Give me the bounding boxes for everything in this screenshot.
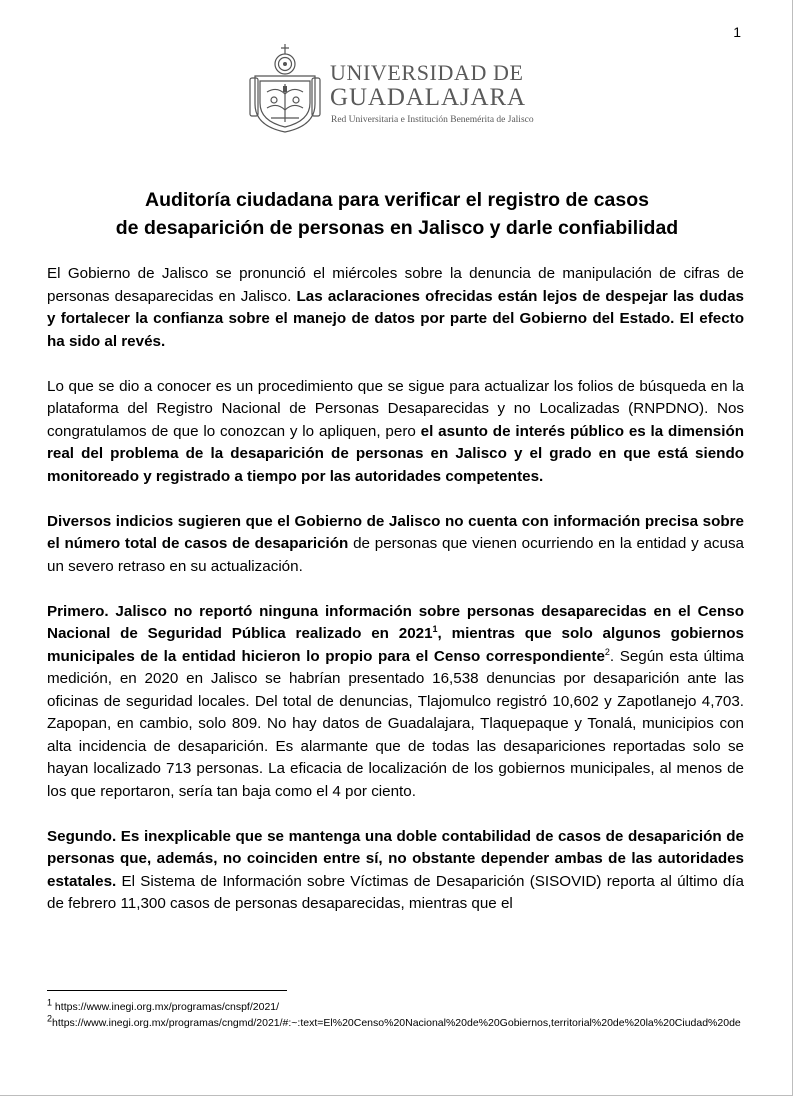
university-seal-icon	[247, 42, 323, 134]
page-number: 1	[733, 24, 741, 40]
p5-bold-text: Segundo. Es inexplicable que se mantenga una doble contabilidad de casos de desaparición de personas que, además, no coinciden entre sí, no obstante depender ambas de las autoridades estatales.	[47, 827, 744, 890]
university-name	[330, 60, 526, 110]
title-line1: Auditoría ciudadana para verificar el registro de casos	[145, 189, 649, 211]
paragraph-4	[47, 601, 744, 804]
university-name-line2: GUADALAJARA	[330, 84, 527, 111]
p4-text: . Según esta última medición, en 2020 en Jalisco se habrían presentado 16,538 denuncias por desaparición ante las oficinas de seguridad locales. Del total de denuncias, Tlajomulco registró 10,602 y Zapotlanejo 4,703. Zapopan, en cambio, solo 809. No hay datos de Guadalajara, Tlaquepaque y Tonalá, municipios con alta incidencia de desaparición. Es alarmante que de todas las desapariciones reportadas solo se hayan localizado 713 personas. La eficacia de localización de los gobiernos municipales, al menos de los que reportaron, sería tan baja como el 4 por ciento.	[47, 647, 744, 800]
p4-bold-text-1: Primero. Jalisco no reportó ninguna información sobre personas desaparecidas en el Censo Nacional de Seguridad Pública realizado en 2021	[47, 602, 744, 642]
p1-bold-text: Las aclaraciones ofrecidas están lejos de despejar las dudas y fortalecer la confianza sobre el manejo de datos por parte del Gobierno del Estado. El efecto ha sido al revés.	[47, 287, 744, 350]
university-logo	[247, 42, 547, 134]
document-title	[60, 186, 734, 242]
footnote-2-mark: 2	[47, 1013, 53, 1023]
footnotes	[47, 997, 747, 1031]
p4-bold-text-2: , mientras que solo algunos gobiernos municipales de la entidad hicieron lo propio para el Censo correspondiente	[47, 625, 744, 665]
footnote-1	[47, 997, 747, 1016]
university-tagline: Red Universitaria e Institución Benemérita de Jalisco	[331, 115, 534, 125]
paragraph-5	[47, 826, 744, 916]
footnote-ref-1[interactable]: 1	[432, 623, 438, 634]
p3-bold-text: Diversos indicios sugieren que el Gobierno de Jalisco no cuenta con información precisa sobre el número total de casos de desaparición	[47, 512, 744, 552]
p5-text: El Sistema de Información sobre Víctimas de Desaparición (SISOVID) reporta al último día de febrero 11,300 casos de personas desaparecidas, mientras que el	[47, 872, 744, 912]
p1-text: El Gobierno de Jalisco se pronunció el miércoles sobre la denuncia de manipulación de cifras de personas desaparecidas en Jalisco.	[47, 265, 744, 305]
footnote-2-link[interactable]: https://www.inegi.org.mx/programas/cngmd/2021/#:~:text=El%20Censo%20Nacional%20de%20Gobiernos,territorial%20de%20la%20Ciudad%20de	[52, 1016, 741, 1029]
paragraph-2	[47, 376, 744, 489]
footnote-1-link[interactable]: https://www.inegi.org.mx/programas/cnspf/2021/	[52, 1001, 280, 1013]
university-name-line1: UNIVERSIDAD DE	[330, 60, 524, 85]
p3-text: de personas que vienen ocurriendo en la entidad y acusa un severo retraso en su actualización.	[47, 535, 745, 575]
p2-text: Lo que se dio a conocer es un procedimiento que se sigue para actualizar los folios de búsqueda en la plataforma del Registro Nacional de Personas Desaparecidas y no Localizadas (RNPDNO). Nos congratulamos de que lo conozcan y lo apliquen, pero	[47, 377, 744, 440]
paragraph-3	[47, 511, 744, 579]
footnote-divider	[47, 990, 287, 991]
paragraph-1	[47, 263, 744, 353]
document-body	[47, 263, 744, 938]
title-line2: de desaparición de personas en Jalisco y darle confiabilidad	[115, 217, 679, 239]
footnote-ref-2[interactable]: 2	[604, 646, 610, 657]
footnote-1-mark: 1	[47, 997, 53, 1008]
footnote-2	[47, 1013, 747, 1032]
p2-bold-text: el asunto de interés público es la dimensión real del problema de la desaparición de personas en Jalisco y el grado en que está siendo monitoreado y registrado a tiempo por las autoridades competentes.	[47, 422, 744, 485]
